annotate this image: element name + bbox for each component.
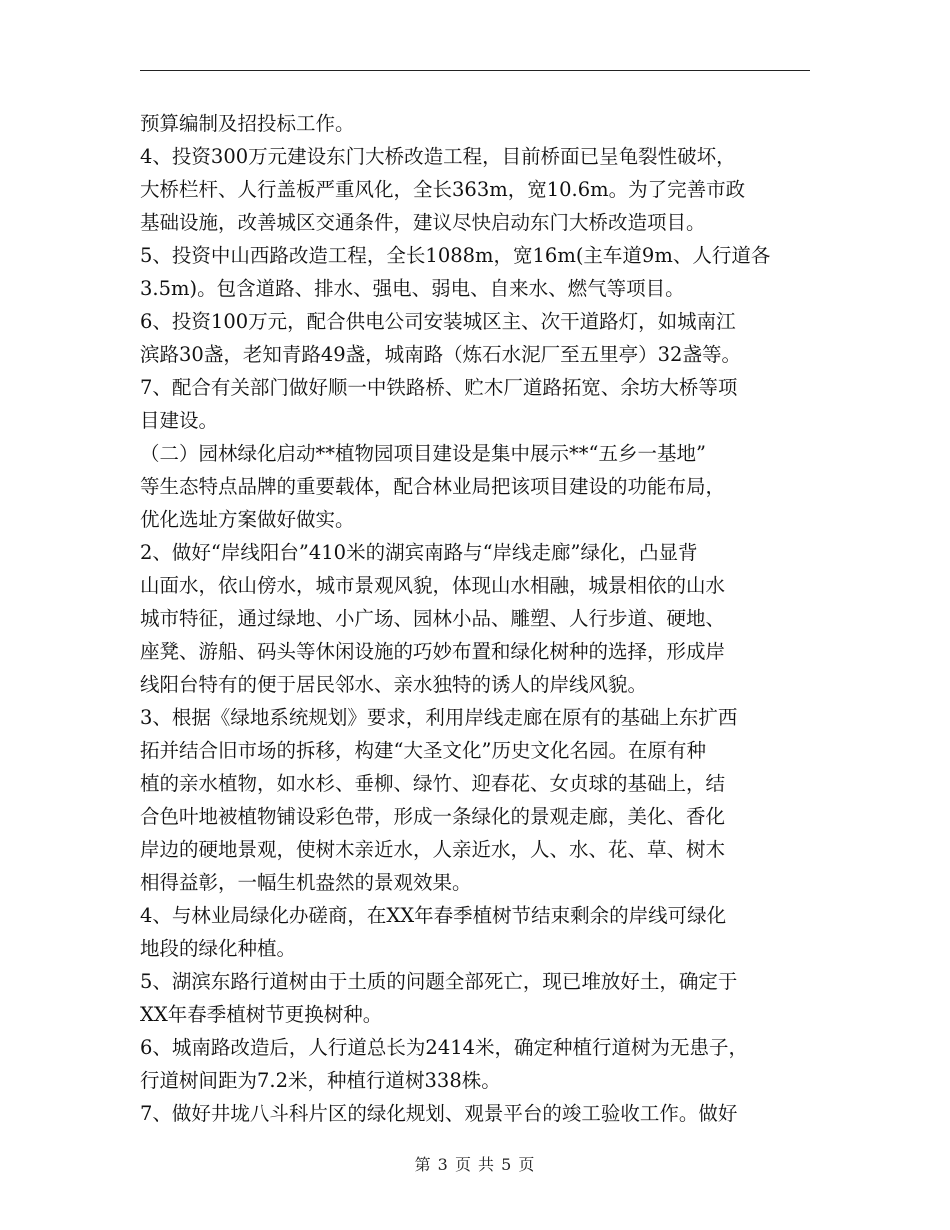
text-line: 基础设施，改善城区交通条件，建议尽快启动东门大桥改造项目。 (140, 211, 706, 234)
text-line: 7、配合有关部门做好顺一中铁路桥、贮木厂道路拓宽、余坊大桥等项 (140, 376, 738, 399)
text-line: 2、做好“岸线阳台”410米的湖宾南路与“岸线走廊”绿化，凸显背 (140, 541, 698, 564)
text-line: 7、做好井垅八斗科片区的绿化规划、观景平台的竣工验收工作。做好 (140, 1102, 738, 1125)
text-line: 座凳、游船、码头等休闲设施的巧妙布置和绿化树种的选择，形成岸 (140, 640, 726, 663)
text-line: 线阳台特有的便于居民邻水、亲水独特的诱人的岸线风貌。 (140, 673, 648, 696)
text-line: 3.5m)。包含道路、排水、强电、弱电、自来水、燃气等项目。 (140, 277, 685, 300)
text-line: 地段的绿化种植。 (140, 937, 297, 960)
text-line: 4、与林业局绿化办磋商，在XX年春季植树节结束剩余的岸线可绿化 (140, 904, 727, 927)
page-number-footer: 第 3 页 共 5 页 (414, 1155, 536, 1174)
header-rule (140, 70, 810, 71)
text-line: 目建设。 (140, 409, 219, 432)
text-line: 优化选址方案做好做实。 (140, 508, 355, 531)
text-line: 6、投资100万元，配合供电公司安装城区主、次干道路灯，如城南江 (140, 310, 736, 333)
text-line: 行道树间距为7.2米，种植行道树338株。 (140, 1069, 501, 1092)
document-body (140, 107, 812, 1130)
text-line: 合色叶地被植物铺设彩色带，形成一条绿化的景观走廊，美化、香化 (140, 805, 726, 828)
text-line: 相得益彰，一幅生机盎然的景观效果。 (140, 871, 472, 894)
text-line: 预算编制及招投标工作。 (140, 112, 355, 135)
text-line: XX年春季植树节更换树种。 (140, 1003, 383, 1026)
text-line: 植的亲水植物，如水杉、垂柳、绿竹、迎春花、女贞球的基础上，结 (140, 772, 726, 795)
text-line: 城市特征，通过绿地、小广场、园林小品、雕塑、人行步道、硬地、 (140, 607, 726, 630)
text-line: 4、投资300万元建设东门大桥改造工程，目前桥面已呈龟裂性破坏， (140, 145, 736, 168)
text-line: 岸边的硬地景观，使树木亲近水，人亲近水，人、水、花、草、树木 (140, 838, 726, 861)
text-line: 大桥栏杆、人行盖板严重风化，全长363m，宽10.6m。为了完善市政 (140, 178, 746, 201)
text-line: 5、湖滨东路行道树由于土质的问题全部死亡，现已堆放好土，确定于 (140, 970, 738, 993)
section-heading-line: （二）园林绿化启动**植物园项目建设是集中展示**“五乡一基地” (140, 442, 706, 465)
text-line: 3、根据《绿地系统规划》要求，利用岸线走廊在原有的基础上东扩西 (140, 706, 738, 729)
text-line: 等生态特点品牌的重要载体，配合林业局把该项目建设的功能布局， (140, 475, 726, 498)
text-line: 5、投资中山西路改造工程，全长1088m，宽16m(主车道9m、人行道各 (140, 244, 771, 267)
text-line: 6、城南路改造后，人行道总长为2414米，确定种植行道树为无患子， (140, 1036, 749, 1059)
text-line: 山面水，依山傍水，城市景观风貌，体现山水相融，城景相依的山水 (140, 574, 726, 597)
text-line: 滨路30盏，老知青路49盏，城南路（炼石水泥厂至五里亭）32盏等。 (140, 343, 741, 366)
text-line: 拓并结合旧市场的拆移，构建“大圣文化”历史文化名园。在原有种 (140, 739, 706, 762)
